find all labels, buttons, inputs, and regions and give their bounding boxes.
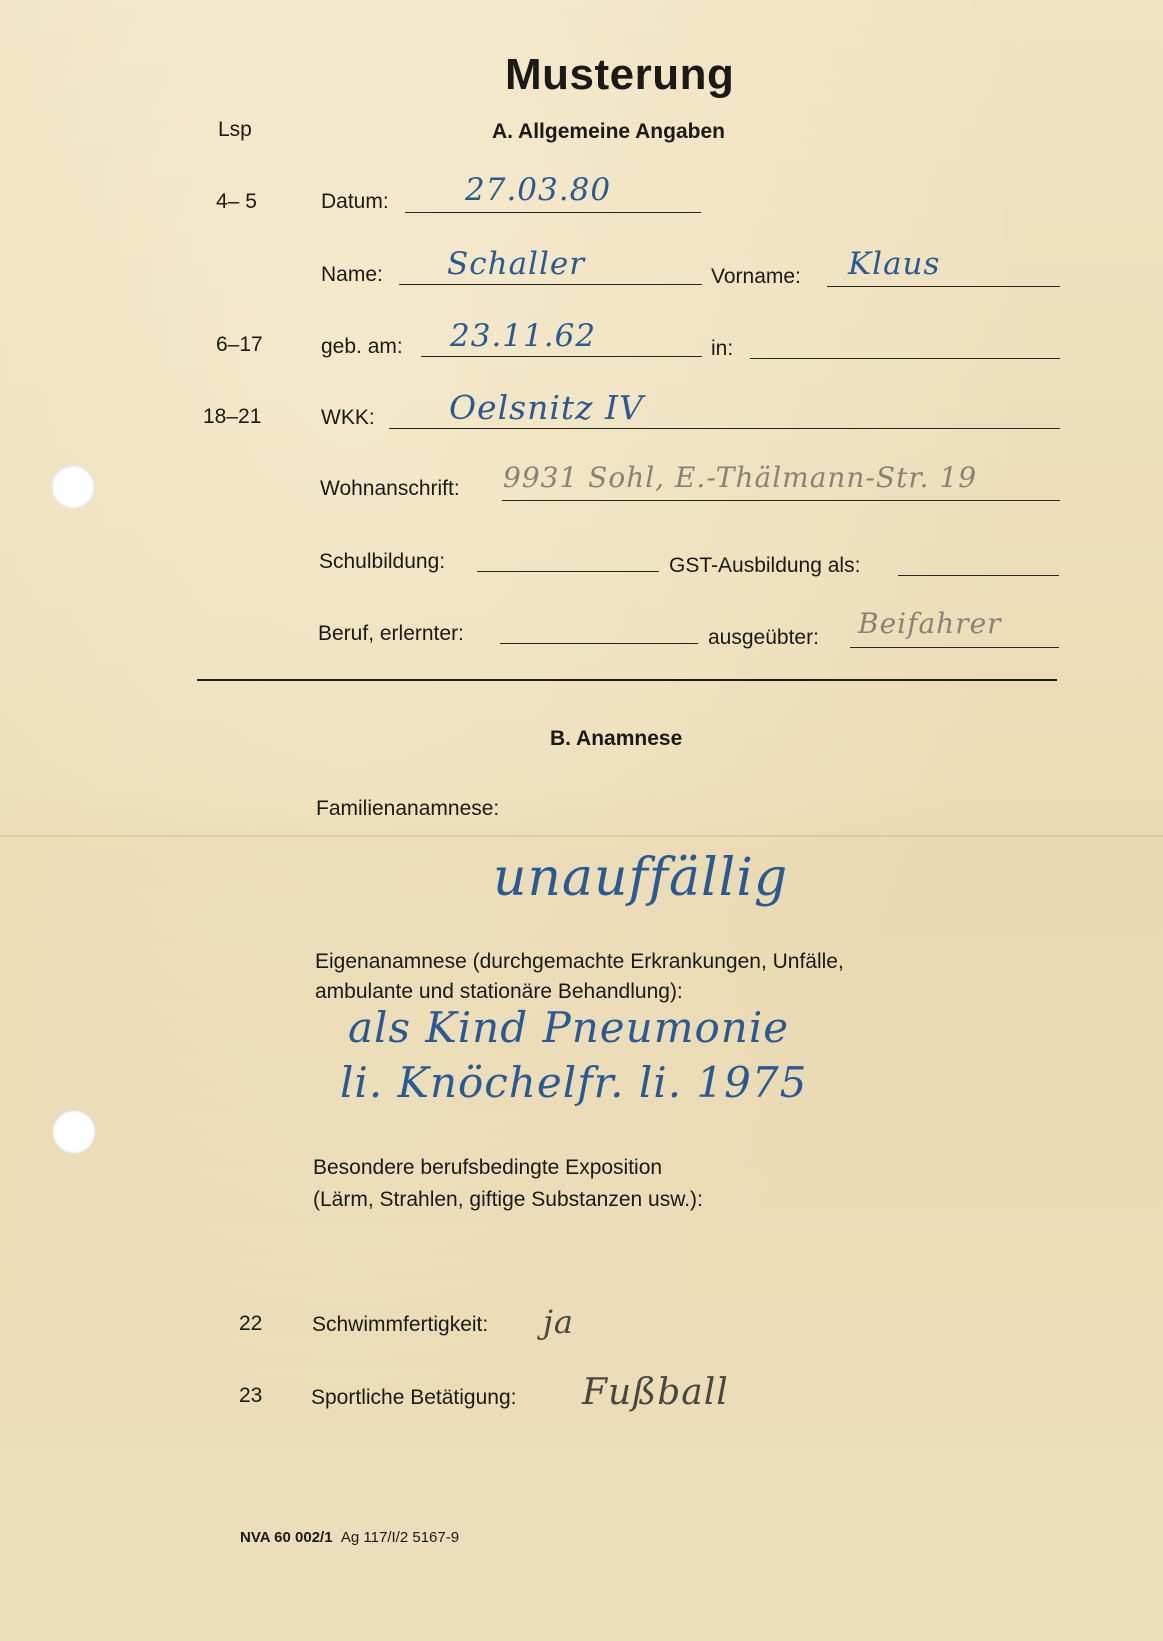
lsp-schwimm: 22 (239, 1312, 263, 1335)
gst-label: GST-Ausbildung als: (669, 554, 861, 577)
ausgeuebt-line (850, 647, 1059, 648)
vorname-line (827, 286, 1060, 287)
familienanamnese-label: Familienanamnese: (316, 797, 500, 820)
in-label: in: (711, 337, 734, 360)
lsp-geb: 6–17 (216, 333, 263, 356)
wohnanschrift-line (502, 500, 1060, 501)
geb-value: 23.11.62 (450, 318, 597, 354)
lsp-wkk: 18–21 (203, 405, 262, 428)
gst-line (898, 575, 1059, 576)
sport-label: Sportliche Betätigung: (311, 1386, 517, 1409)
beruf-line (500, 643, 698, 644)
datum-label: Datum: (321, 190, 389, 213)
footer (240, 1529, 459, 1546)
wohnanschrift-value: 9931 Sohl, E.-Thälmann-Str. 19 (503, 461, 978, 494)
lsp-header: Lsp (218, 118, 252, 141)
schulbildung-label: Schulbildung: (319, 550, 446, 573)
wkk-label: WKK: (321, 406, 375, 429)
schwimm-label: Schwimmfertigkeit: (312, 1313, 489, 1336)
schulbildung-line (477, 571, 659, 572)
eigenanamnese-label-line2: ambulante und stationäre Behandlung): (315, 980, 683, 1003)
lsp-sport: 23 (239, 1384, 263, 1407)
wkk-value: Oelsnitz IV (449, 388, 644, 427)
exposition-label-line1: Besondere berufsbedingte Exposition (313, 1156, 663, 1179)
schwimm-value: ja (543, 1303, 574, 1341)
vorname-label: Vorname: (711, 265, 801, 288)
name-line (399, 284, 702, 285)
punch-hole-top (51, 465, 95, 509)
footer-ref: Ag 117/I/2 5167-9 (340, 1529, 460, 1546)
ausgeuebt-label: ausgeübter: (708, 626, 819, 649)
eigenanamnese-value-line2: li. Knöchelfr. li. 1975 (340, 1058, 808, 1107)
name-value: Schaller (447, 246, 586, 282)
wkk-line (389, 428, 1060, 429)
familienanamnese-value: unauffällig (493, 848, 789, 908)
section-b-heading: B. Anamnese (550, 727, 683, 750)
vorname-value: Klaus (848, 246, 941, 282)
section-a-heading: A. Allgemeine Angaben (492, 120, 725, 143)
fold-crease (0, 835, 1163, 837)
sport-value: Fußball (582, 1372, 729, 1413)
eigenanamnese-value-line1: als Kind Pneumonie (348, 1003, 790, 1052)
wohnanschrift-label: Wohnanschrift: (320, 477, 460, 500)
footer-code: NVA 60 002/1 (240, 1529, 333, 1546)
lsp-datum: 4– 5 (216, 190, 257, 213)
eigenanamnese-label-line1: Eigenanamnese (durchgemachte Erkrankungen, Unfälle, (315, 950, 844, 973)
exposition-label-line2: (Lärm, Strahlen, giftige Substanzen usw.): (313, 1188, 703, 1211)
geb-line (421, 356, 702, 357)
datum-line (405, 212, 701, 213)
punch-hole-bottom (52, 1110, 96, 1154)
section-divider (197, 679, 1057, 681)
ausgeuebt-value: Beifahrer (858, 607, 1002, 640)
geb-label: geb. am: (321, 335, 403, 358)
beruf-label: Beruf, erlernter: (318, 622, 464, 645)
name-label: Name: (321, 263, 383, 286)
datum-value: 27.03.80 (465, 172, 612, 208)
in-line (750, 358, 1060, 359)
form-title: Musterung (505, 50, 735, 99)
